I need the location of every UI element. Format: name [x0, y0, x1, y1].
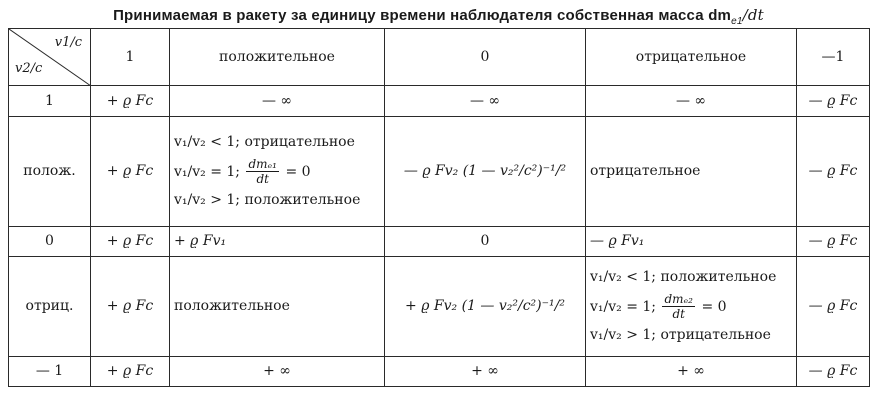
- table-cell: + ∞: [170, 357, 385, 387]
- table-title: [0, 6, 877, 27]
- table-cell: — ϱ Fc: [797, 257, 870, 357]
- table-cell: — ∞: [170, 86, 385, 117]
- table-cell: + ϱ Fv₁: [170, 227, 385, 257]
- table-cell: положительное: [170, 257, 385, 357]
- table-row: [9, 257, 870, 357]
- fraction-numerator: dmₑ₁: [248, 156, 277, 171]
- table-cell: отрицательное: [586, 117, 797, 227]
- table-cell: + ϱ Fc: [91, 357, 170, 387]
- table-cell: 0: [385, 227, 586, 257]
- table-title-subscript: e1: [731, 16, 743, 27]
- case-gt: v₁/v₂ > 1; отрицательное: [590, 327, 771, 344]
- case-lt: v₁/v₂ < 1; положительное: [590, 268, 777, 285]
- table-cell: — ϱ Fc: [797, 227, 870, 257]
- case-gt: v₁/v₂ > 1; положительное: [174, 192, 361, 209]
- case-eq-prefix: v₁/v₂ = 1;: [590, 298, 657, 315]
- fraction-denominator: dt: [256, 172, 269, 186]
- table-cell: — ϱ Fv₂ (1 — v₂²/c²)⁻¹/²: [385, 117, 586, 227]
- table-cell: + ∞: [586, 357, 797, 387]
- fraction-numerator: dmₑ₂: [664, 291, 693, 306]
- case-eq-suffix: = 0: [285, 163, 311, 180]
- table-title-text: Принимаемая в ракету за единицу времени наблюдателя собственная масса dm: [113, 7, 732, 24]
- table-title-tail: /dt: [742, 6, 764, 24]
- mass-table: [8, 28, 870, 387]
- table-cell: + ∞: [385, 357, 586, 387]
- table-cell: — ∞: [586, 86, 797, 117]
- table-cell: — ϱ Fc: [797, 86, 870, 117]
- corner-cell: [9, 29, 91, 86]
- fraction: [662, 292, 695, 322]
- row-header: полож.: [9, 117, 91, 227]
- table-row: [9, 86, 870, 117]
- col-header-zero: 0: [385, 29, 586, 86]
- table-cell: — ϱ Fc: [797, 117, 870, 227]
- row-header: 1: [9, 86, 91, 117]
- fraction: [246, 157, 279, 187]
- case-eq: [174, 154, 380, 190]
- col-header-1: 1: [91, 29, 170, 86]
- case-cell: [586, 257, 797, 357]
- case-eq-suffix: = 0: [701, 298, 727, 315]
- table-cell: + ϱ Fc: [91, 86, 170, 117]
- table-cell: + ϱ Fc: [91, 117, 170, 227]
- case-eq-prefix: v₁/v₂ = 1;: [174, 163, 241, 180]
- table-row: [9, 117, 870, 227]
- table-cell: + ϱ Fv₂ (1 — v₂²/c²)⁻¹/²: [385, 257, 586, 357]
- col-header-minus1: —1: [797, 29, 870, 86]
- row-header: 0: [9, 227, 91, 257]
- case-eq: [590, 289, 792, 325]
- corner-label-v2: v2/c: [15, 61, 43, 77]
- table-cell: — ϱ Fv₁: [586, 227, 797, 257]
- table-cell: + ϱ Fc: [91, 227, 170, 257]
- row-header: отриц.: [9, 257, 91, 357]
- table-row: [9, 227, 870, 257]
- fraction-denominator: dt: [672, 307, 685, 321]
- header-row: [9, 29, 870, 86]
- case-cell: [170, 117, 385, 227]
- table-cell: — ∞: [385, 86, 586, 117]
- row-header: — 1: [9, 357, 91, 387]
- corner-label-v1: v1/c: [54, 35, 82, 50]
- table-cell: — ϱ Fc: [797, 357, 870, 387]
- case-lt: v₁/v₂ < 1; отрицательное: [174, 133, 355, 150]
- table-row: [9, 357, 870, 387]
- col-header-positive: положительное: [170, 29, 385, 86]
- col-header-negative: отрицательное: [586, 29, 797, 86]
- table-cell: + ϱ Fc: [91, 257, 170, 357]
